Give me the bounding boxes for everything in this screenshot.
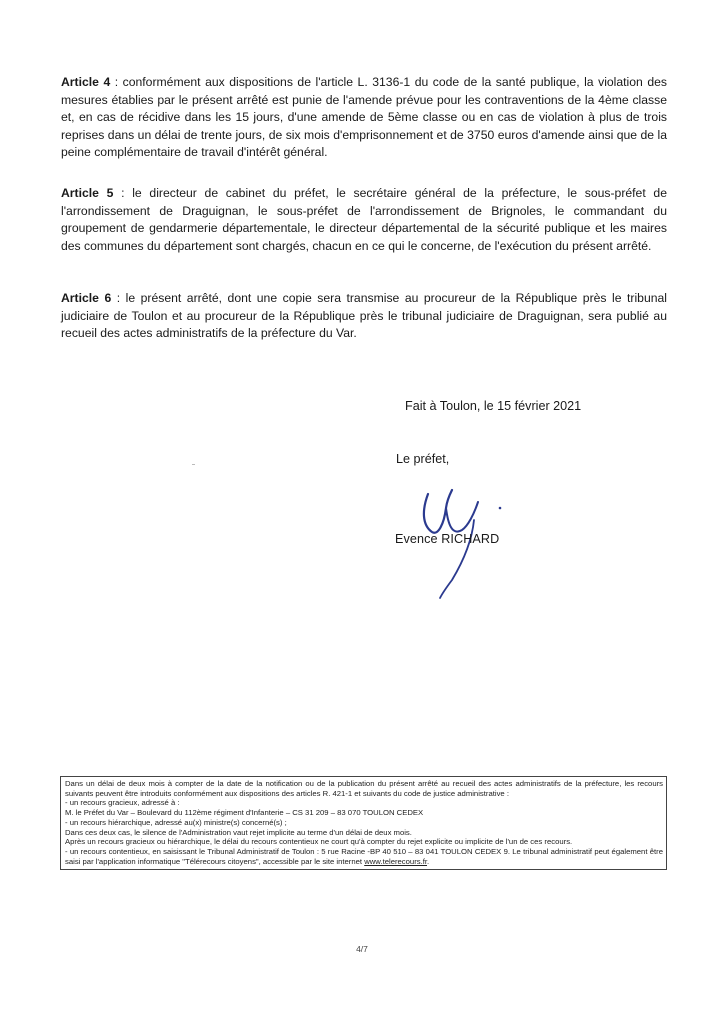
signatory-title: Le préfet, [396, 452, 450, 466]
recours-line-last: - un recours contentieux, en saisissant le Tribunal Administratif de Toulon : 5 rue Racine -BP 40 510 – 83 041 TOULON CEDEX 9. Le tribunal administratif peut également être saisi par l'application informatique "Télérecours citoyens", accessible par le site internet www.telerecours.fr. [65, 846, 663, 866]
article-6-label: Article 6 [61, 291, 112, 305]
signatory-name: Evence RICHARD [395, 532, 500, 546]
place-date: Fait à Toulon, le 15 février 2021 [405, 399, 582, 413]
article-6 [61, 290, 667, 343]
article-4-label: Article 4 [61, 75, 111, 89]
telerecours-link[interactable]: www.telerecours.fr [364, 856, 428, 866]
article-4 [61, 74, 667, 162]
recours-notice-box [60, 776, 667, 870]
recours-line: - un recours gracieux, adressé à : [65, 798, 180, 808]
recours-line: Dans un délai de deux mois à compter de la date de la notification ou de la publication du présent arrêté au recueil des actes administratifs de la préfecture, les recours suivants peuvent être introduits conformément aux dispositions des articles R. 421-1 et suivants du code de justice administrative : [65, 779, 663, 798]
recours-line: Après un recours gracieux ou hiérarchique, le délai du recours contentieux ne court qu'à compter du rejet explicite ou implicite de l'un de ces recours. [65, 837, 573, 847]
article-4-text: : conformément aux dispositions de l'article L. 3136-1 du code de la santé publique, la violation des mesures établies par le présent arrêté est punie de l'amende prévue pour les contraventions de la 4ème classe et, en cas de récidive dans les 15 jours, d'une amende de 5ème classe ou en cas de violation à plus de trois reprises dans un délai de trente jours, de six mois d'emprisonnement et de 3750 euros d'amende ainsi que de la peine complémentaire de travail d'intérêt général. [61, 75, 667, 160]
recours-line: M. le Préfet du Var – Boulevard du 112ème régiment d'Infanterie – CS 31 209 – 83 070 TOULON CEDEX [65, 808, 424, 818]
page-number: 4/7 [356, 944, 368, 954]
article-5-text: : le directeur de cabinet du préfet, le secrétaire général de la préfecture, le sous-préfet de l'arrondissement de Draguignan, le sous-préfet de l'arrondissement de Brignoles, le commandant du groupement de gendarmerie départementale, le directeur départemental de la sécurité publique et les maires des communes du département sont chargés, chacun en ce qui le concerne, de l'exécution du présent arrêté. [61, 186, 667, 253]
scan-speck [192, 464, 195, 465]
recours-line: - un recours hiérarchique, adressé au(x) ministre(s) concerné(s) ; [65, 817, 287, 827]
article-5-label: Article 5 [61, 186, 114, 200]
article-5 [61, 185, 667, 255]
recours-line: - un recours contentieux, en saisissant le Tribunal Administratif de Toulon : 5 rue Racine -BP 40 510 – 83 041 TOULON CEDEX 9. Le tribunal administratif peut également être saisi par l'application informatique "Télérecours citoyens", accessible par le site internet [65, 846, 663, 866]
recours-line: Dans ces deux cas, le silence de l'Administration vaut rejet implicite au terme d'un délai de deux mois. [65, 827, 412, 837]
article-6-text: : le présent arrêté, dont une copie sera transmise au procureur de la République près le tribunal judiciaire de Toulon et au procureur de la République près le tribunal judiciaire de Draguignan, sera publié au recueil des actes administratifs de la préfecture du Var. [61, 291, 667, 341]
